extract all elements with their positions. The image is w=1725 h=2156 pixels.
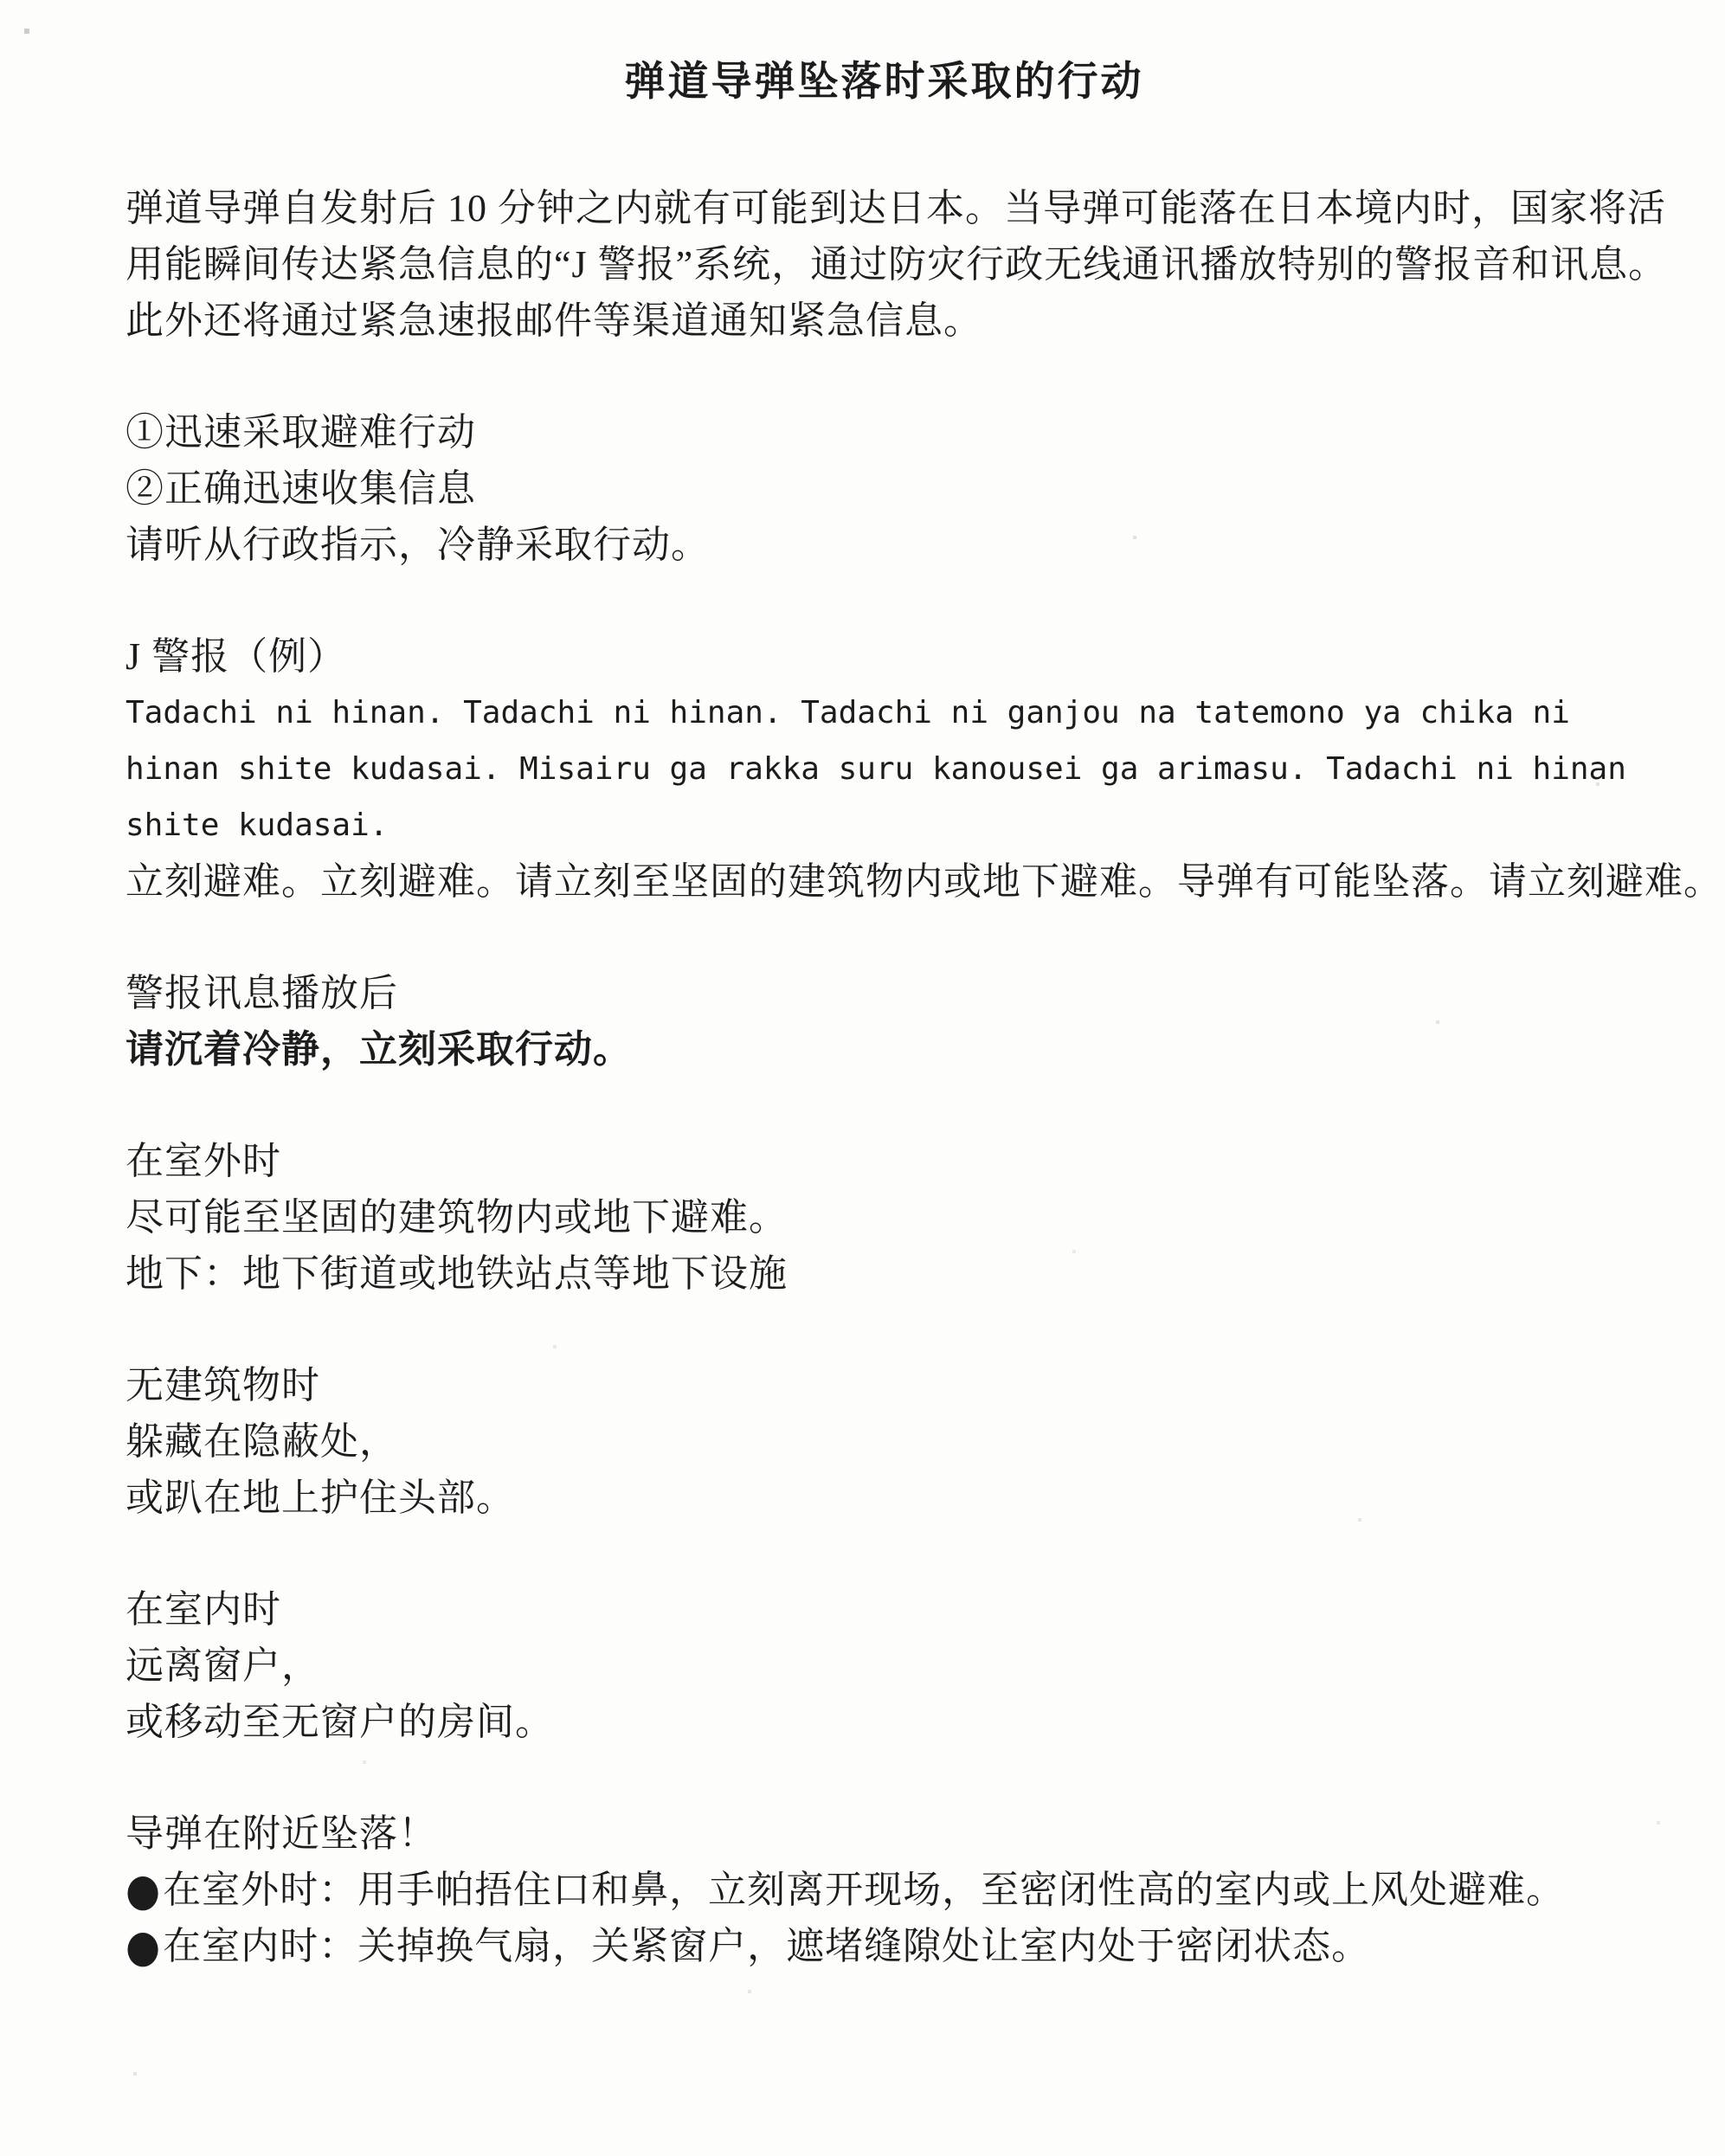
j-alert-romaji-line-2: hinan shite kudasai. Misairu ga rakka suru kanousei ga arimasu. Tadachi ni hinan: [126, 751, 1626, 787]
intro-line-1: 弹道导弹自发射后 10 分钟之内就有可能到达日本。当导弹可能落在日本境内时，国家将活: [126, 187, 1666, 229]
indoor-line-1: 远离窗户，: [126, 1644, 320, 1687]
indoor-line-2: 或移动至无窗户的房间。: [126, 1701, 554, 1743]
indoor-heading: 在室内时: [126, 1588, 281, 1631]
action-step-2: ②正确迅速收集信息: [126, 467, 476, 510]
no-building-section: [126, 1357, 1643, 1526]
j-alert-example-section: [126, 628, 1722, 910]
intro-paragraph: [126, 180, 1668, 349]
j-alert-romaji-line-1: Tadachi ni hinan. Tadachi ni hinan. Tadachi ni ganjou na tatemono ya chika ni: [126, 695, 1570, 730]
action-step-1: ①迅速采取避难行动: [126, 411, 476, 454]
page-title: 弹道导弹坠落时采取的行动: [624, 60, 1144, 105]
j-alert-heading: J 警报（例）: [126, 635, 347, 678]
bullet-dot-icon: ●: [126, 1863, 162, 1916]
nearby-impact-bullet-outdoor-text: 在室外时：用手帕捂住口和鼻，立刻离开现场，至密闭性高的室内或上风处避难。: [163, 1869, 1566, 1911]
after-broadcast-section: [126, 965, 1643, 1078]
nearby-impact-heading: 导弹在附近坠落！: [126, 1812, 437, 1855]
after-broadcast-emphasis: 请沉着冷静，立刻采取行动。: [126, 1028, 632, 1071]
j-alert-translation: 立刻避难。立刻避难。请立刻至坚固的建筑物内或地下避难。导弹有可能坠落。请立刻避难。: [126, 860, 1722, 903]
no-building-line-2: 或趴在地上护住头部。: [126, 1477, 515, 1519]
key-actions-section: [126, 404, 1643, 573]
nearby-impact-bullet-indoor-text: 在室内时：关掉换气扇，关紧窗户，遮堵缝隙处让室内处于密闭状态。: [163, 1925, 1371, 1967]
no-building-line-1: 躲藏在隐蔽处，: [126, 1420, 398, 1463]
scan-noise: [0, 0, 2, 2]
outdoor-heading: 在室外时: [126, 1140, 281, 1182]
intro-line-3: 此外还将通过紧急速报邮件等渠道通知紧急信息。: [126, 299, 982, 342]
nearby-impact-section: [126, 1805, 1643, 1974]
action-note: 请听从行政指示，冷静采取行动。: [126, 524, 710, 566]
j-alert-romaji-line-3: shite kudasai.: [126, 808, 389, 843]
outdoor-line-2: 地下：地下街道或地铁站点等地下设施: [126, 1252, 788, 1295]
outdoor-line-1: 尽可能至坚固的建筑物内或地下避难。: [126, 1196, 788, 1239]
indoor-section: [126, 1581, 1643, 1750]
outdoor-section: [126, 1133, 1643, 1302]
bullet-dot-icon: ●: [126, 1919, 162, 1973]
after-broadcast-heading: 警报讯息播放后: [126, 972, 398, 1014]
nearby-impact-bullet-indoor: [126, 1918, 1643, 1974]
no-building-heading: 无建筑物时: [126, 1364, 320, 1406]
intro-line-2: 用能瞬间传达紧急信息的“J 警报”系统，通过防灾行政无线通讯播放特别的警报音和讯息。: [126, 243, 1668, 286]
nearby-impact-bullet-outdoor: [126, 1862, 1643, 1918]
